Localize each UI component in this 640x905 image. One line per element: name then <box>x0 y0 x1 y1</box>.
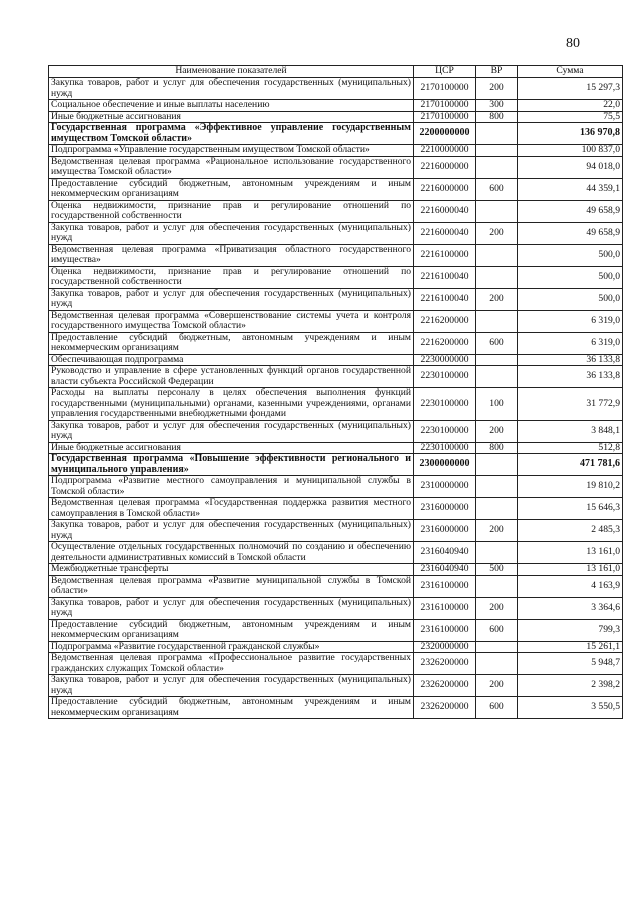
table-row <box>49 145 623 157</box>
column-header-csr: ЦСР <box>414 66 476 78</box>
table-row <box>49 354 623 366</box>
row-vr-cell <box>476 366 518 388</box>
row-name-cell: Предоставление субсидий бюджетным, автономным учреждениям и иным некоммерческим организациям <box>49 178 414 200</box>
row-name-cell: Закупка товаров, работ и услуг для обеспечения государственных (муниципальных) нужд <box>49 597 414 619</box>
row-sum-cell: 13 161,0 <box>518 564 623 576</box>
row-vr-cell <box>476 123 518 145</box>
row-csr-cell: 2230100000 <box>414 388 476 421</box>
table-row <box>49 564 623 576</box>
row-name-cell: Подпрограмма «Развитие местного самоуправления и муниципальной службы в Томской области» <box>49 476 414 498</box>
row-vr-cell <box>476 476 518 498</box>
table-row <box>49 266 623 288</box>
row-name-cell: Осуществление отдельных государственных полномочий по созданию и обеспечению деятельности административных комиссий в Томской области <box>49 542 414 564</box>
row-vr-cell: 600 <box>476 332 518 354</box>
row-name-cell: Ведомственная целевая программа «Развитие муниципальной службы в Томской области» <box>49 575 414 597</box>
row-name-cell: Закупка товаров, работ и услуг для обеспечения государственных (муниципальных) нужд <box>49 675 414 697</box>
row-vr-cell: 800 <box>476 442 518 454</box>
row-csr-cell: 2216200000 <box>414 332 476 354</box>
row-sum-cell: 2 485,3 <box>518 520 623 542</box>
row-vr-cell: 200 <box>476 78 518 100</box>
row-csr-cell: 2316040940 <box>414 564 476 576</box>
row-sum-cell: 100 837,0 <box>518 145 623 157</box>
row-name-cell: Предоставление субсидий бюджетным, автономным учреждениям и иным некоммерческим организациям <box>49 697 414 719</box>
row-sum-cell: 500,0 <box>518 244 623 266</box>
table-row <box>49 156 623 178</box>
row-csr-cell: 2216000000 <box>414 156 476 178</box>
row-sum-cell: 44 359,1 <box>518 178 623 200</box>
row-name-cell: Государственная программа «Эффективное управление государственным имуществом Томской области» <box>49 123 414 145</box>
row-sum-cell: 49 658,9 <box>518 200 623 222</box>
row-name-cell: Руководство и управление в сфере установленных функций органов государственной власти субъекта Российской Федерации <box>49 366 414 388</box>
table-row <box>49 222 623 244</box>
row-sum-cell: 4 163,9 <box>518 575 623 597</box>
row-vr-cell <box>476 454 518 476</box>
row-sum-cell: 22,0 <box>518 100 623 112</box>
row-name-cell: Закупка товаров, работ и услуг для обеспечения государственных (муниципальных) нужд <box>49 520 414 542</box>
row-vr-cell: 200 <box>476 520 518 542</box>
row-csr-cell: 2316000000 <box>414 520 476 542</box>
row-csr-cell: 2230100000 <box>414 366 476 388</box>
table-row <box>49 454 623 476</box>
table-row <box>49 641 623 653</box>
table-row <box>49 619 623 641</box>
row-vr-cell: 200 <box>476 222 518 244</box>
table-row <box>49 388 623 421</box>
table-row <box>49 123 623 145</box>
row-csr-cell: 2216200000 <box>414 310 476 332</box>
row-name-cell: Социальное обеспечение и иные выплаты населению <box>49 100 414 112</box>
row-vr-cell: 500 <box>476 564 518 576</box>
row-name-cell: Иные бюджетные ассигнования <box>49 442 414 454</box>
table-row <box>49 675 623 697</box>
table-row <box>49 332 623 354</box>
row-csr-cell: 2320000000 <box>414 641 476 653</box>
row-vr-cell: 200 <box>476 675 518 697</box>
row-vr-cell <box>476 641 518 653</box>
row-csr-cell: 2316000000 <box>414 498 476 520</box>
row-name-cell: Оценка недвижимости, признание прав и регулирование отношений по государственной собственности <box>49 200 414 222</box>
table-row <box>49 498 623 520</box>
table-row <box>49 288 623 310</box>
row-name-cell: Закупка товаров, работ и услуг для обеспечения государственных (муниципальных) нужд <box>49 420 414 442</box>
table-row <box>49 597 623 619</box>
table-row <box>49 366 623 388</box>
table-row <box>49 575 623 597</box>
row-vr-cell: 100 <box>476 388 518 421</box>
row-name-cell: Закупка товаров, работ и услуг для обеспечения государственных (муниципальных) нужд <box>49 78 414 100</box>
row-csr-cell: 2326200000 <box>414 675 476 697</box>
row-name-cell: Предоставление субсидий бюджетным, автономным учреждениям и иным некоммерческим организациям <box>49 619 414 641</box>
row-name-cell: Ведомственная целевая программа «Рациональное использование государственного имущества Томской области» <box>49 156 414 178</box>
row-sum-cell: 3 550,5 <box>518 697 623 719</box>
row-vr-cell <box>476 156 518 178</box>
table-row <box>49 697 623 719</box>
row-csr-cell: 2230100000 <box>414 420 476 442</box>
row-csr-cell: 2170100000 <box>414 100 476 112</box>
budget-table <box>48 65 623 719</box>
row-sum-cell: 3 364,6 <box>518 597 623 619</box>
table-row <box>49 420 623 442</box>
row-name-cell: Иные бюджетные ассигнования <box>49 111 414 123</box>
row-name-cell: Обеспечивающая подпрограмма <box>49 354 414 366</box>
row-vr-cell <box>476 542 518 564</box>
row-sum-cell: 500,0 <box>518 266 623 288</box>
row-sum-cell: 2 398,2 <box>518 675 623 697</box>
row-vr-cell <box>476 653 518 675</box>
row-csr-cell: 2170100000 <box>414 78 476 100</box>
row-name-cell: Оценка недвижимости, признание прав и регулирование отношений по государственной собственности <box>49 266 414 288</box>
row-name-cell: Ведомственная целевая программа «Государственная поддержка развития местного самоуправления в Томской области» <box>49 498 414 520</box>
row-vr-cell <box>476 200 518 222</box>
row-vr-cell <box>476 310 518 332</box>
row-csr-cell: 2170100000 <box>414 111 476 123</box>
row-name-cell: Расходы на выплаты персоналу в целях обеспечения выполнения функций государственными (муниципальными) органами, казенными учреждениями, органами управления государственными внебюджетными фондами <box>49 388 414 421</box>
row-name-cell: Предоставление субсидий бюджетным, автономным учреждениям и иным некоммерческим организациям <box>49 332 414 354</box>
row-vr-cell: 600 <box>476 697 518 719</box>
row-sum-cell: 6 319,0 <box>518 310 623 332</box>
table-row <box>49 178 623 200</box>
table-row <box>49 78 623 100</box>
table-row <box>49 244 623 266</box>
row-sum-cell: 15 297,3 <box>518 78 623 100</box>
row-csr-cell: 2316040940 <box>414 542 476 564</box>
row-sum-cell: 500,0 <box>518 288 623 310</box>
row-sum-cell: 799,3 <box>518 619 623 641</box>
row-vr-cell <box>476 266 518 288</box>
row-vr-cell: 200 <box>476 420 518 442</box>
row-csr-cell: 2310000000 <box>414 476 476 498</box>
table-row <box>49 200 623 222</box>
row-sum-cell: 75,5 <box>518 111 623 123</box>
table-row <box>49 310 623 332</box>
row-csr-cell: 2216100040 <box>414 288 476 310</box>
row-sum-cell: 5 948,7 <box>518 653 623 675</box>
row-sum-cell: 19 810,2 <box>518 476 623 498</box>
row-vr-cell: 300 <box>476 100 518 112</box>
row-csr-cell: 2230100000 <box>414 442 476 454</box>
column-header-name: Наименование показателей <box>49 66 414 78</box>
row-sum-cell: 512,8 <box>518 442 623 454</box>
row-vr-cell <box>476 498 518 520</box>
row-vr-cell <box>476 244 518 266</box>
row-csr-cell: 2316100000 <box>414 575 476 597</box>
row-name-cell: Межбюджетные трансферты <box>49 564 414 576</box>
row-sum-cell: 15 646,3 <box>518 498 623 520</box>
row-vr-cell: 200 <box>476 597 518 619</box>
row-csr-cell: 2326200000 <box>414 697 476 719</box>
column-header-sum: Сумма <box>518 66 623 78</box>
row-csr-cell: 2216000000 <box>414 178 476 200</box>
row-sum-cell: 94 018,0 <box>518 156 623 178</box>
row-vr-cell <box>476 575 518 597</box>
table-row <box>49 100 623 112</box>
row-sum-cell: 471 781,6 <box>518 454 623 476</box>
row-name-cell: Ведомственная целевая программа «Приватизация областного государственного имущества» <box>49 244 414 266</box>
table-row <box>49 442 623 454</box>
row-csr-cell: 2216000040 <box>414 222 476 244</box>
row-name-cell: Подпрограмма «Управление государственным имуществом Томской области» <box>49 145 414 157</box>
row-sum-cell: 36 133,8 <box>518 354 623 366</box>
row-csr-cell: 2210000000 <box>414 145 476 157</box>
row-vr-cell <box>476 354 518 366</box>
row-csr-cell: 2200000000 <box>414 123 476 145</box>
row-name-cell: Ведомственная целевая программа «Совершенствование системы учета и контроля государственного имущества Томской области» <box>49 310 414 332</box>
row-sum-cell: 49 658,9 <box>518 222 623 244</box>
row-name-cell: Государственная программа «Повышение эффективности регионального и муниципального управления» <box>49 454 414 476</box>
table-row <box>49 520 623 542</box>
row-csr-cell: 2216000040 <box>414 200 476 222</box>
page-number: 80 <box>566 36 580 51</box>
row-csr-cell: 2216100040 <box>414 266 476 288</box>
row-sum-cell: 6 319,0 <box>518 332 623 354</box>
table-row <box>49 542 623 564</box>
row-csr-cell: 2216100000 <box>414 244 476 266</box>
row-sum-cell: 13 161,0 <box>518 542 623 564</box>
table-row <box>49 111 623 123</box>
row-name-cell: Закупка товаров, работ и услуг для обеспечения государственных (муниципальных) нужд <box>49 288 414 310</box>
row-sum-cell: 36 133,8 <box>518 366 623 388</box>
row-vr-cell <box>476 145 518 157</box>
row-csr-cell: 2316100000 <box>414 619 476 641</box>
row-csr-cell: 2230000000 <box>414 354 476 366</box>
row-vr-cell: 200 <box>476 288 518 310</box>
row-sum-cell: 136 970,8 <box>518 123 623 145</box>
row-sum-cell: 3 848,1 <box>518 420 623 442</box>
row-csr-cell: 2326200000 <box>414 653 476 675</box>
row-name-cell: Подпрограмма «Развитие государственной гражданской службы» <box>49 641 414 653</box>
table-header-row <box>49 66 623 78</box>
row-name-cell: Ведомственная целевая программа «Профессиональное развитие государственных гражданских служащих Томской области» <box>49 653 414 675</box>
row-vr-cell: 800 <box>476 111 518 123</box>
table-row <box>49 476 623 498</box>
row-vr-cell: 600 <box>476 178 518 200</box>
table-row <box>49 653 623 675</box>
row-csr-cell: 2300000000 <box>414 454 476 476</box>
row-sum-cell: 31 772,9 <box>518 388 623 421</box>
column-header-vr: ВР <box>476 66 518 78</box>
row-csr-cell: 2316100000 <box>414 597 476 619</box>
row-sum-cell: 15 261,1 <box>518 641 623 653</box>
row-name-cell: Закупка товаров, работ и услуг для обеспечения государственных (муниципальных) нужд <box>49 222 414 244</box>
row-vr-cell: 600 <box>476 619 518 641</box>
